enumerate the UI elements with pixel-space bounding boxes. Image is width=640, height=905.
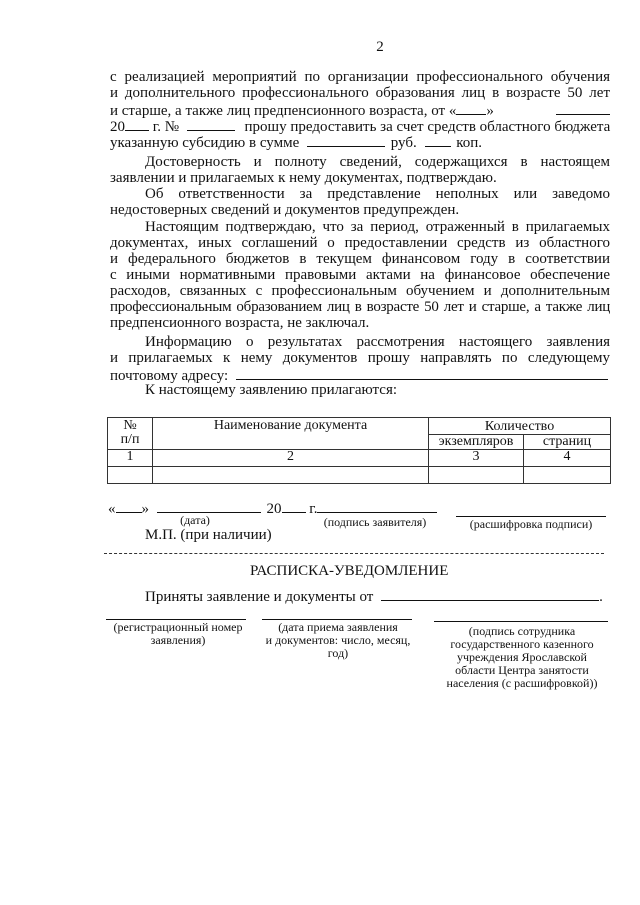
text-fragment: прошу предоставить за счет средств областного бюджета bbox=[244, 119, 611, 135]
header-number-line: № bbox=[123, 418, 137, 433]
text-fragment: г. № bbox=[149, 119, 180, 135]
stamp-label: М.П. (при наличии) bbox=[145, 527, 272, 543]
caption-line: области Центра занятости bbox=[455, 663, 589, 677]
column-number-cell: 3 bbox=[429, 450, 524, 466]
text-line bbox=[110, 102, 610, 119]
text-line: Достоверность и полноту сведений, содержащихся в настоящем bbox=[145, 154, 610, 170]
text-line: недостоверных сведений и документов предупрежден. bbox=[110, 202, 460, 218]
header-pages: страниц bbox=[524, 435, 611, 450]
caption-line: год) bbox=[327, 646, 349, 660]
text-fragment: руб. bbox=[390, 135, 417, 151]
applicant-name-field[interactable] bbox=[381, 588, 599, 601]
number-field[interactable] bbox=[187, 118, 235, 131]
text-line: расходов, связанных с профессиональным обучением и дополнительным bbox=[110, 283, 610, 299]
cut-line bbox=[104, 553, 604, 554]
caption-line: (регистрационный номер bbox=[113, 620, 243, 634]
applicant-signature-line[interactable] bbox=[317, 512, 437, 513]
text-line: и прилагаемых к нему документов прошу направлять по следующему bbox=[110, 350, 610, 366]
decode-caption: (расшифровка подписи) bbox=[469, 517, 593, 531]
sign-year-field[interactable] bbox=[282, 500, 306, 513]
signature-caption: (подпись заявителя) bbox=[323, 515, 427, 529]
caption-line: населения (с расшифровкой)) bbox=[446, 676, 598, 690]
text-fragment: » bbox=[486, 103, 494, 119]
header-number-line: п/п bbox=[120, 432, 140, 447]
caption-line: учреждения Ярославской bbox=[457, 650, 587, 664]
header-quantity: Количество bbox=[429, 418, 611, 435]
sign-day-field[interactable] bbox=[116, 500, 142, 513]
text-line: с реализацией мероприятий по организации профессионального обучения bbox=[110, 69, 610, 85]
text-line: документах, иных соглашений о предоставлении средств из областного bbox=[110, 235, 610, 251]
attachments-heading: К настоящему заявлению прилагаются: bbox=[145, 382, 398, 398]
caption-line: и документов: число, месяц, bbox=[265, 633, 411, 647]
text-line bbox=[110, 134, 610, 151]
header-number bbox=[108, 418, 153, 450]
caption-line: заявления) bbox=[150, 633, 206, 647]
text-fragment: . bbox=[599, 589, 603, 605]
employee-signature-line[interactable] bbox=[434, 621, 608, 622]
month-field[interactable] bbox=[556, 102, 610, 115]
text-line: и дополнительного профессионального образования лиц в возрасте 50 лет bbox=[110, 85, 610, 101]
text-line: Об ответственности за представление неполных или заведомо bbox=[145, 186, 610, 202]
caption-line: государственного казенного bbox=[450, 637, 594, 651]
caption-line: (подпись сотрудника bbox=[468, 624, 576, 638]
table-empty-cell[interactable] bbox=[153, 466, 429, 483]
attachments-table bbox=[107, 417, 611, 484]
text-fragment: 20 bbox=[110, 119, 125, 135]
text-line: Информацию о результатах рассмотрения настоящего заявления bbox=[145, 334, 610, 350]
day-field[interactable] bbox=[456, 102, 486, 115]
table-empty-cell[interactable] bbox=[524, 466, 611, 483]
column-number-cell: 1 bbox=[108, 450, 153, 466]
year-field[interactable] bbox=[125, 118, 149, 131]
caption-line: (дата приема заявления bbox=[278, 620, 398, 634]
amount-rub-field[interactable] bbox=[307, 134, 385, 147]
text-fragment: « bbox=[108, 501, 116, 517]
column-number-cell: 2 bbox=[153, 450, 429, 466]
table-empty-cell[interactable] bbox=[108, 466, 153, 483]
text-fragment: 20 bbox=[266, 501, 282, 517]
text-line: Настоящим подтверждаю, что за период, отраженный в прилагаемых bbox=[145, 219, 610, 235]
receipt-accepted-line bbox=[145, 588, 603, 605]
text-fragment: указанную субсидию в сумме bbox=[110, 135, 300, 151]
header-document-name: Наименование документа bbox=[153, 418, 429, 450]
date-caption: (дата) bbox=[180, 513, 210, 527]
text-line: и федерального бюджетов в текущем финансовом году в соответствии bbox=[110, 251, 610, 267]
receipt-title: РАСПИСКА-УВЕДОМЛЕНИЕ bbox=[250, 563, 449, 579]
column-number-cell: 4 bbox=[524, 450, 611, 466]
receipt-date-caption bbox=[258, 621, 418, 660]
registration-caption bbox=[98, 621, 258, 647]
header-copies: экземпляров bbox=[429, 435, 524, 450]
text-fragment: и старше, а также лиц предпенсионного возраста, от « bbox=[110, 103, 457, 119]
text-fragment: Приняты заявление и документы от bbox=[145, 589, 374, 605]
text-fragment: г. bbox=[305, 501, 318, 517]
text-line: с иными нормативными правовыми актами на финансовое обеспечение bbox=[110, 267, 610, 283]
text-fragment: коп. bbox=[456, 135, 483, 151]
text-line bbox=[110, 118, 610, 135]
text-line: профессиональным образованием лиц в возрасте 50 лет и старше, а также лиц bbox=[110, 299, 610, 315]
employee-caption bbox=[430, 625, 614, 690]
text-fragment: » bbox=[141, 501, 149, 517]
text-fragment: почтовому адресу: bbox=[110, 368, 229, 384]
page-number: 2 bbox=[376, 39, 384, 55]
postal-address-field[interactable] bbox=[236, 367, 608, 380]
amount-kop-field[interactable] bbox=[425, 134, 451, 147]
table-empty-cell[interactable] bbox=[429, 466, 524, 483]
text-line: заявлении и прилагаемых к нему документах, подтверждаю. bbox=[110, 170, 497, 186]
text-line: предпенсионного возраста, не заключал. bbox=[110, 315, 370, 331]
sign-month-field[interactable] bbox=[157, 500, 261, 513]
